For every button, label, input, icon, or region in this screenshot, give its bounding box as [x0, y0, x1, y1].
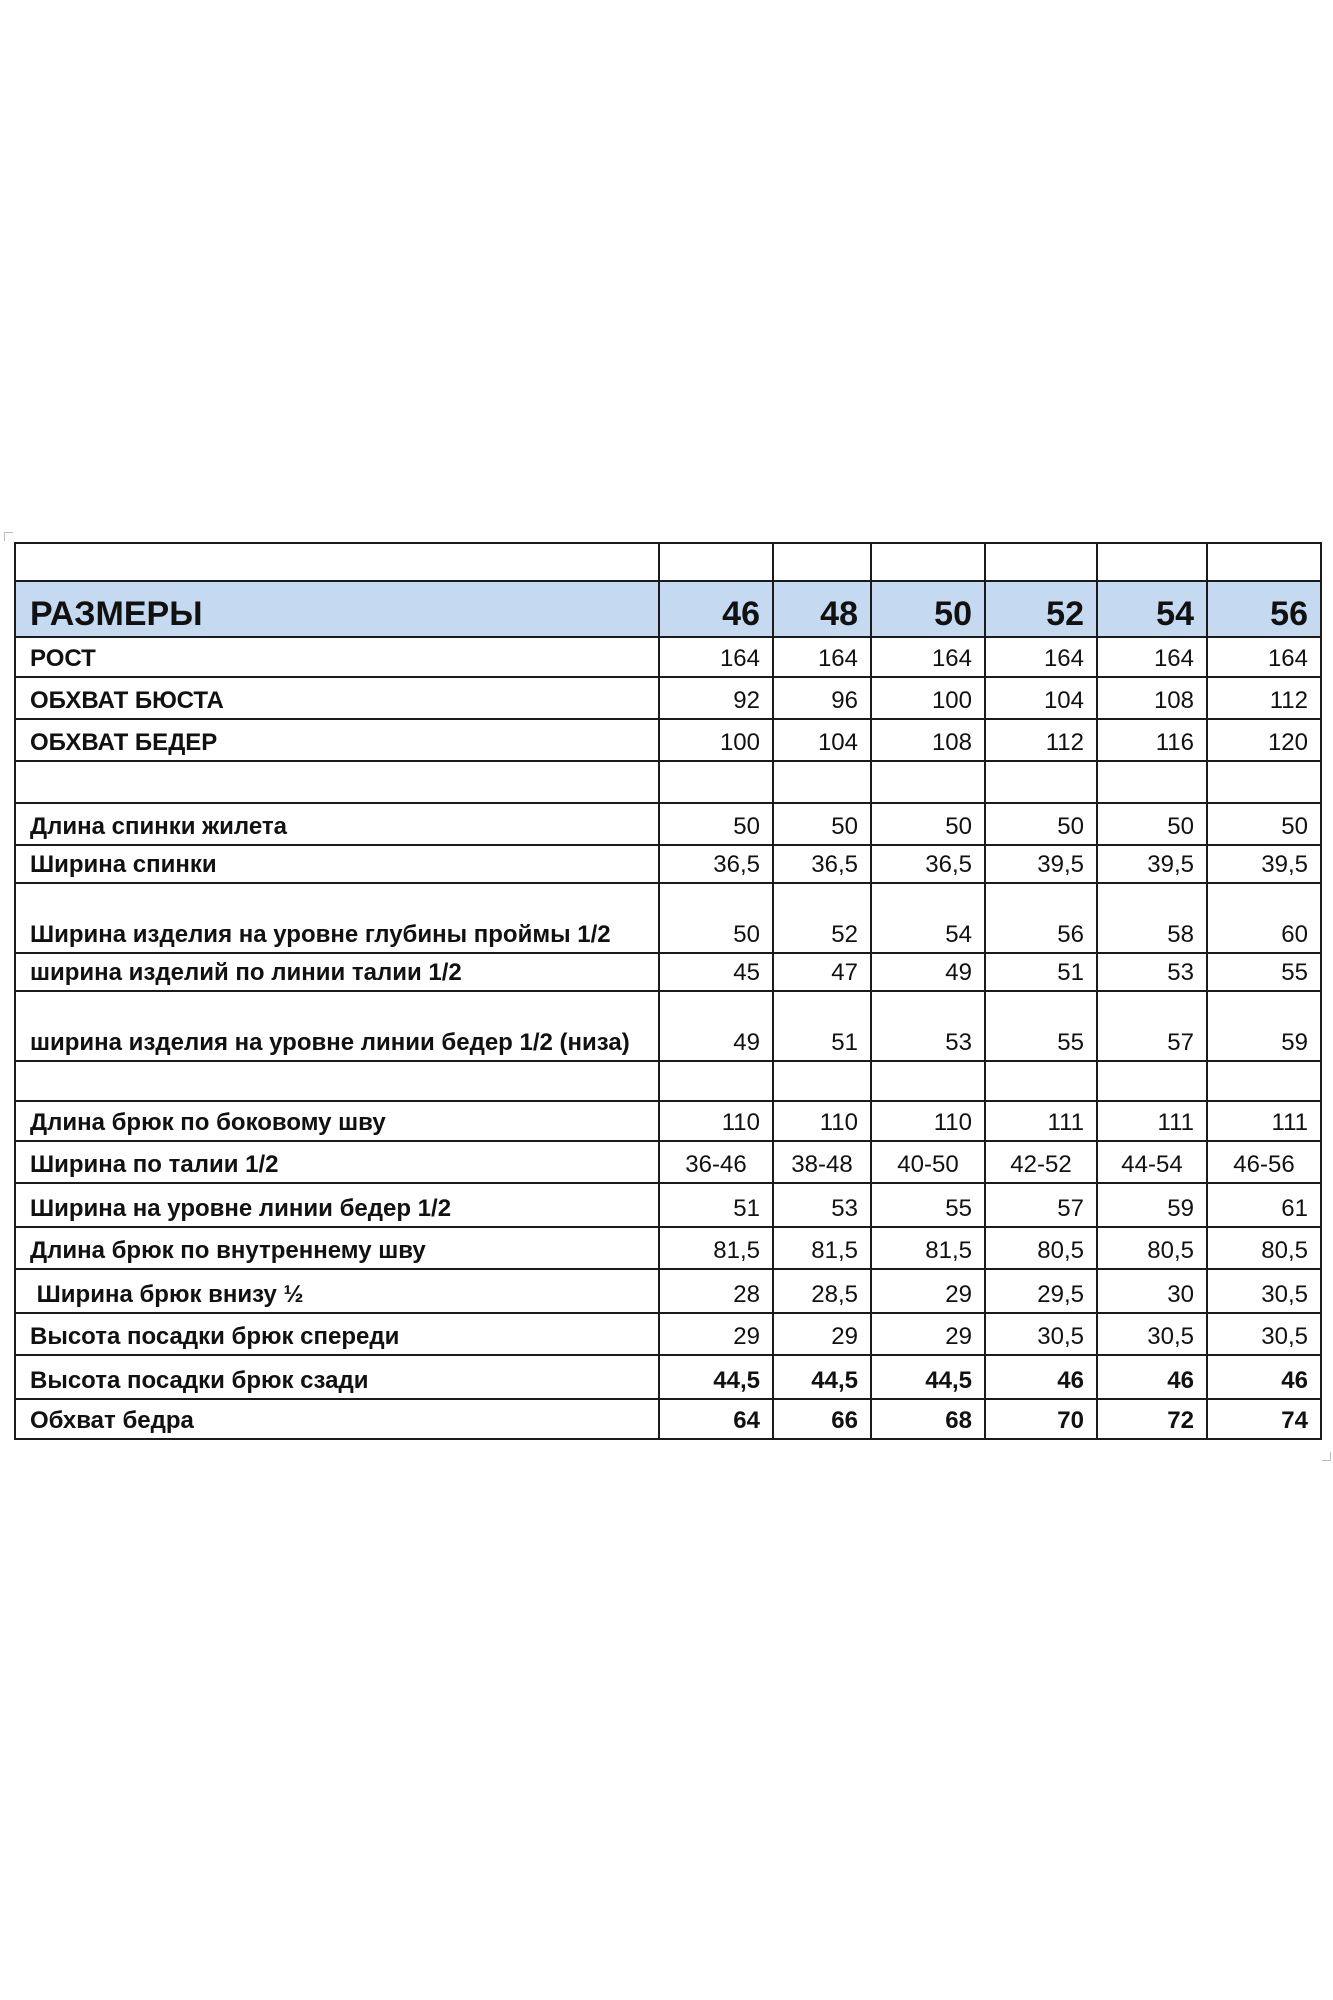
cell-value: 29: [871, 1313, 985, 1355]
row-label: Обхват бедра: [15, 1399, 659, 1439]
cell-value: 100: [659, 719, 773, 761]
row-label: ширина изделий по линии талии 1/2: [15, 953, 659, 991]
cell-value: 81,5: [871, 1227, 985, 1269]
size-value: 52: [985, 581, 1097, 637]
cell-value: 46: [1097, 1355, 1207, 1399]
table-row: [15, 845, 1321, 883]
cell-value: 57: [1097, 991, 1207, 1061]
cell-value: 29: [773, 1313, 871, 1355]
row-label: ОБХВАТ БЮСТА: [15, 677, 659, 719]
cell-value: 108: [1097, 677, 1207, 719]
table-row: [15, 1269, 1321, 1313]
cell-value: 57: [985, 1183, 1097, 1227]
size-value: 56: [1207, 581, 1321, 637]
cell-value: 112: [1207, 677, 1321, 719]
sizes-heading: РАЗМЕРЫ: [15, 581, 659, 637]
cell-value: 49: [659, 991, 773, 1061]
cell-value: 51: [985, 953, 1097, 991]
cell-value: 56: [985, 883, 1097, 953]
cell-value: 50: [1097, 803, 1207, 845]
cell-value: 49: [871, 953, 985, 991]
cell-value: 80,5: [1097, 1227, 1207, 1269]
cell-value: 110: [659, 1101, 773, 1141]
row-label: ОБХВАТ БЕДЕР: [15, 719, 659, 761]
size-value: 54: [1097, 581, 1207, 637]
row-label: Ширина изделия на уровне глубины проймы 1/2: [15, 883, 659, 953]
cell-value: 44,5: [659, 1355, 773, 1399]
cell-value: 116: [1097, 719, 1207, 761]
cell-value: 81,5: [773, 1227, 871, 1269]
cell-value: 44-54: [1097, 1141, 1207, 1183]
cell-value: 96: [773, 677, 871, 719]
cell-value: 55: [1207, 953, 1321, 991]
cell-value: 164: [1207, 637, 1321, 677]
cell-value: 30,5: [1207, 1313, 1321, 1355]
cell-value: 164: [871, 637, 985, 677]
cell-value: 30,5: [985, 1313, 1097, 1355]
cell-value: 30: [1097, 1269, 1207, 1313]
cell-value: 28,5: [773, 1269, 871, 1313]
cell-value: 164: [985, 637, 1097, 677]
row-label: Длина спинки жилета: [15, 803, 659, 845]
table-row: [15, 1313, 1321, 1355]
row-label: Длина брюк по боковому шву: [15, 1101, 659, 1141]
row-label: Ширина брюк внизу ½: [15, 1269, 659, 1313]
cell-value: 64: [659, 1399, 773, 1439]
table-row: [15, 953, 1321, 991]
cell-value: 164: [659, 637, 773, 677]
table-row-empty: [15, 543, 1321, 581]
cell-value: 36-46: [659, 1141, 773, 1183]
row-label: Высота посадки брюк сзади: [15, 1355, 659, 1399]
cell-value: 29: [871, 1269, 985, 1313]
cell-value: 51: [773, 991, 871, 1061]
cell-value: 30,5: [1207, 1269, 1321, 1313]
row-label: Ширина на уровне линии бедер 1/2: [15, 1183, 659, 1227]
cell-value: 28: [659, 1269, 773, 1313]
cell-value: 164: [1097, 637, 1207, 677]
table-row: [15, 991, 1321, 1061]
cell-value: 36,5: [659, 845, 773, 883]
table-row-empty: [15, 761, 1321, 803]
cell-value: 110: [773, 1101, 871, 1141]
cell-value: 51: [659, 1183, 773, 1227]
table-row: [15, 803, 1321, 845]
row-label: Длина брюк по внутреннему шву: [15, 1227, 659, 1269]
cell-value: 59: [1097, 1183, 1207, 1227]
table-row: [15, 1355, 1321, 1399]
cell-value: 46-56: [1207, 1141, 1321, 1183]
cell-value: 29: [659, 1313, 773, 1355]
cell-value: 47: [773, 953, 871, 991]
size-header-row: [15, 581, 1321, 637]
table-row: [15, 1101, 1321, 1141]
size-chart-table: [14, 542, 1322, 1440]
cell-value: 50: [659, 803, 773, 845]
table-row: [15, 677, 1321, 719]
cell-value: 164: [773, 637, 871, 677]
cell-value: 59: [1207, 991, 1321, 1061]
cell-value: 50: [659, 883, 773, 953]
cell-value: 55: [871, 1183, 985, 1227]
row-label: РОСТ: [15, 637, 659, 677]
size-value: 46: [659, 581, 773, 637]
cell-value: 111: [1097, 1101, 1207, 1141]
cell-value: 72: [1097, 1399, 1207, 1439]
cell-value: 81,5: [659, 1227, 773, 1269]
cell-value: 108: [871, 719, 985, 761]
cell-value: 46: [985, 1355, 1097, 1399]
cell-value: 52: [773, 883, 871, 953]
cell-value: 55: [985, 991, 1097, 1061]
cell-value: 50: [1207, 803, 1321, 845]
cell-value: 111: [1207, 1101, 1321, 1141]
page-corner-mark: [4, 532, 13, 541]
cell-value: 80,5: [985, 1227, 1097, 1269]
cell-value: 53: [871, 991, 985, 1061]
cell-value: 61: [1207, 1183, 1321, 1227]
table-row-empty: [15, 1061, 1321, 1101]
cell-value: 44,5: [773, 1355, 871, 1399]
cell-value: 112: [985, 719, 1097, 761]
cell-value: 66: [773, 1399, 871, 1439]
table-row: [15, 1399, 1321, 1439]
cell-value: 68: [871, 1399, 985, 1439]
table-row: [15, 1183, 1321, 1227]
cell-value: 36,5: [773, 845, 871, 883]
cell-value: 60: [1207, 883, 1321, 953]
cell-value: 39,5: [985, 845, 1097, 883]
cell-value: 45: [659, 953, 773, 991]
row-label: Ширина по талии 1/2: [15, 1141, 659, 1183]
cell-value: 38-48: [773, 1141, 871, 1183]
size-value: 50: [871, 581, 985, 637]
cell-value: 50: [871, 803, 985, 845]
cell-value: 50: [985, 803, 1097, 845]
table-row: [15, 883, 1321, 953]
cell-value: 50: [773, 803, 871, 845]
cell-value: 54: [871, 883, 985, 953]
cell-value: 74: [1207, 1399, 1321, 1439]
cell-value: 30,5: [1097, 1313, 1207, 1355]
page-corner-mark: [1322, 1452, 1331, 1461]
cell-value: 92: [659, 677, 773, 719]
cell-value: 44,5: [871, 1355, 985, 1399]
cell-value: 39,5: [1207, 845, 1321, 883]
cell-value: 46: [1207, 1355, 1321, 1399]
cell-value: 110: [871, 1101, 985, 1141]
cell-value: 53: [773, 1183, 871, 1227]
cell-value: 40-50: [871, 1141, 985, 1183]
cell-value: 42-52: [985, 1141, 1097, 1183]
cell-value: 104: [773, 719, 871, 761]
size-value: 48: [773, 581, 871, 637]
table-row: [15, 1141, 1321, 1183]
cell-value: 53: [1097, 953, 1207, 991]
cell-value: 111: [985, 1101, 1097, 1141]
table-row: [15, 637, 1321, 677]
cell-value: 100: [871, 677, 985, 719]
cell-value: 80,5: [1207, 1227, 1321, 1269]
table-row: [15, 1227, 1321, 1269]
cell-value: 120: [1207, 719, 1321, 761]
row-label: ширина изделия на уровне линии бедер 1/2 (низа): [15, 991, 659, 1061]
cell-value: 58: [1097, 883, 1207, 953]
cell-value: 104: [985, 677, 1097, 719]
cell-value: 29,5: [985, 1269, 1097, 1313]
row-label: Ширина спинки: [15, 845, 659, 883]
cell-value: 36,5: [871, 845, 985, 883]
cell-value: 70: [985, 1399, 1097, 1439]
table-row: [15, 719, 1321, 761]
cell-value: 39,5: [1097, 845, 1207, 883]
row-label: Высота посадки брюк спереди: [15, 1313, 659, 1355]
